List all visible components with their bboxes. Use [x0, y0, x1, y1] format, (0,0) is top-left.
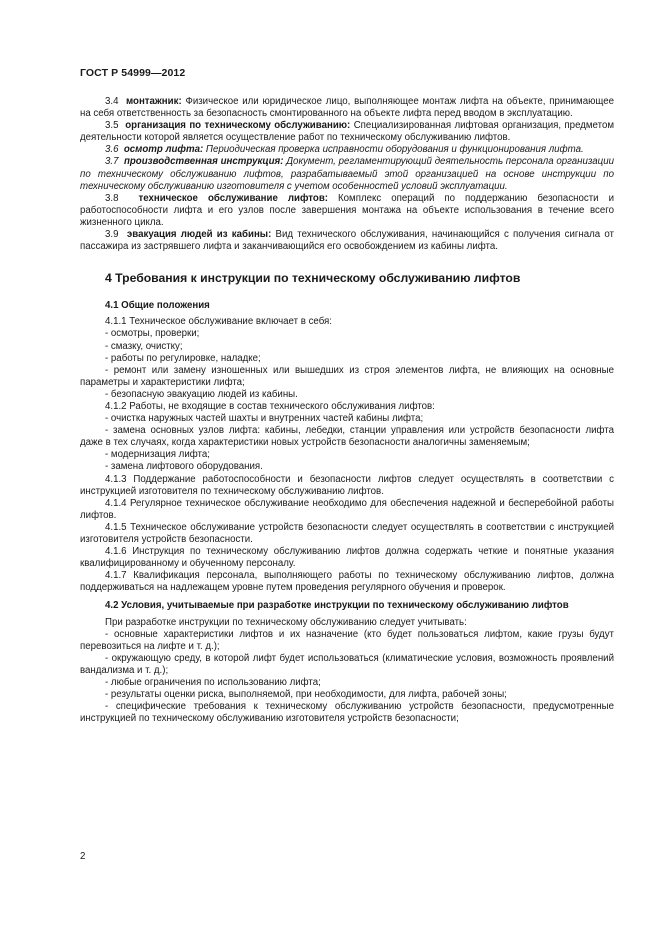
list-item: - специфические требования к техническому обслуживанию устройств безопасности, предусмотренные инструкцией по техническому обслуживанию изготовителя устройств безопасности; [80, 701, 614, 725]
clause-4-1-7: 4.1.7 Квалификация персонала, выполняющего работы по техническому обслуживанию лифтов, должна поддерживаться на надлежащем уровне путем проведения регулярного обучения и проверок. [80, 570, 614, 594]
list-item: - осмотры, проверки; [105, 328, 200, 340]
definition-3-8: 3.8 техническое обслуживание лифтов: Комплекс операций по поддержанию безопасности и работоспособности лифта и его узлов после завершения монтажа на объекте использования в течение всего жизненного цикла. [80, 192, 614, 228]
clause-4-1-1: 4.1.1 Техническое обслуживание включает в себя: [105, 316, 332, 328]
clause-4-1-3: 4.1.3 Поддержание работоспособности и безопасности лифтов следует осуществлять в соответствии с инструкцией изготовителя по техническому обслуживанию лифтов. [80, 473, 614, 497]
document-header: ГОСТ Р 54999—2012 [80, 67, 186, 79]
subsection-4-2-heading: 4.2 Условия, учитываемые при разработке инструкции по техническому обслуживанию лифтов [105, 600, 569, 612]
subsection-4-1-heading: 4.1 Общие положения [105, 300, 210, 312]
definition-3-4: 3.4 монтажник: Физическое или юридическое лицо, выполняющее монтаж лифта на объекте, принимающее на себя ответственность за безопасность смонтированного на объекте лифта перед вводом в эксплуатацию. [80, 96, 614, 120]
clause-4-2-intro: При разработке инструкции по техническому обслуживанию следует учитывать: [105, 616, 467, 628]
page-number: 2 [80, 851, 86, 862]
clause-4-1-5: 4.1.5 Техническое обслуживание устройств безопасности следует осуществлять в соответствии с инструкцией изготовителя устройств безопасности. [80, 521, 614, 545]
list-item: - результаты оценки риска, выполняемой, при необходимости, для лифта, рабочей зоны; [105, 689, 507, 701]
list-item: - ремонт или замену изношенных или вышедших из строя элементов лифта, не влияющих на основные параметры и характеристики лифта; [80, 364, 614, 388]
list-item: - любые ограничения по использованию лифта; [105, 677, 321, 689]
list-item: - окружающую среду, в которой лифт будет использоваться (климатические условия, возможность проявлений вандализма и т. д.); [80, 652, 614, 676]
definition-3-7: 3.7 производственная инструкция: Документ, регламентирующий деятельность персонала организации по техническому обслуживанию лифтов, разрабатываемый этой организацией на основе инструкции по техническому обслуживанию изготовителя с учетом особенностей условий эксплуатации. [80, 156, 614, 192]
document-body [80, 96, 614, 725]
definition-3-5: 3.5 организация по техническому обслуживанию: Специализированная лифтовая организация, предметом деятельности которой является осуществление работ по техническому обслуживанию лифтов. [80, 120, 614, 144]
clause-4-1-4: 4.1.4 Регулярное техническое обслуживание необходимо для обеспечения надежной и бесперебойной работы лифтов. [80, 497, 614, 521]
clause-4-1-6: 4.1.6 Инструкция по техническому обслуживанию лифтов должна содержать четкие и понятные указания квалифицированному и обученному персоналу. [80, 546, 614, 570]
list-item: - замена лифтового оборудования. [105, 461, 263, 473]
list-item: - модернизация лифта; [105, 449, 210, 461]
definition-3-9: 3.9 эвакуация людей из кабины: Вид технического обслуживания, начинающийся с получения сигнала от пассажира из застрявшего лифта и заканчивающийся его освобождением из кабины лифта. [80, 229, 614, 253]
clause-4-1-2: 4.1.2 Работы, не входящие в состав технического обслуживания лифтов: [105, 400, 435, 412]
list-item: - замена основных узлов лифта: кабины, лебедки, станции управления или устройств безопасности лифта даже в тех случаях, когда характеристики новых устройств безопасности аналогичны заменяемым; [80, 425, 614, 449]
list-item: - безопасную эвакуацию людей из кабины. [105, 388, 298, 400]
list-item: - основные характеристики лифтов и их назначение (кто будет пользоваться лифтом, какие грузы будут перевозиться на лифте и т. д.); [80, 628, 614, 652]
definition-3-6: 3.6 осмотр лифта: Периодическая проверка исправности оборудования и функционирования лифта. [105, 144, 584, 156]
list-item: - очистка наружных частей шахты и внутренних частей кабины лифта; [105, 413, 424, 425]
list-item: - работы по регулировке, наладке; [105, 352, 261, 364]
list-item: - смазку, очистку; [105, 340, 183, 352]
section-4-heading: 4 Требования к инструкции по техническому обслуживанию лифтов [105, 271, 521, 286]
